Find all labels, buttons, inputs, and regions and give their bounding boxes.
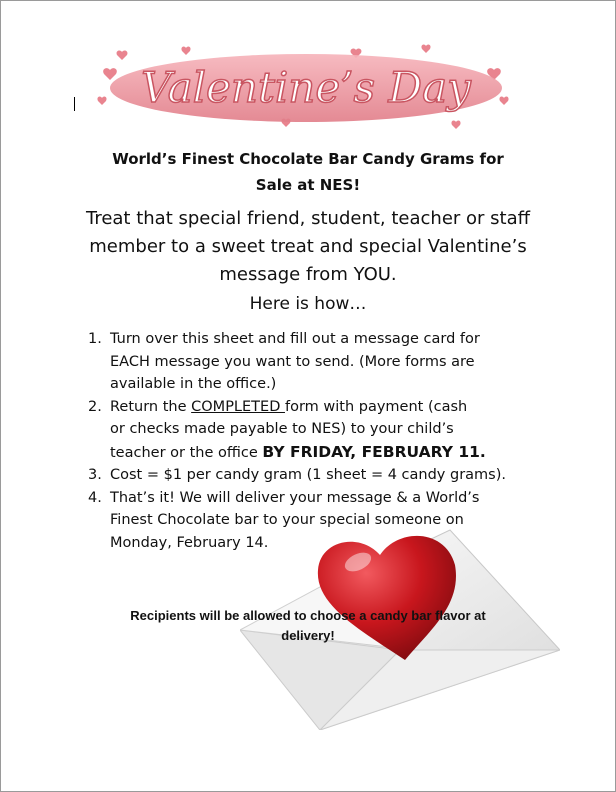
how-heading: Here is how… [249, 294, 367, 314]
step-text: EACH message you want to send. (More forms are [110, 353, 475, 370]
recipients-note [80, 606, 536, 646]
step-item [88, 328, 548, 396]
step-number: 4. [88, 489, 102, 506]
step-text: Finest Chocolate bar to your special someone on [110, 512, 464, 528]
text-cursor [74, 97, 75, 111]
step-number: 1. [88, 331, 102, 347]
step-item [88, 464, 548, 487]
step-text: Turn over this sheet and fill out a message card for [110, 331, 480, 347]
intro-paragraph [40, 205, 576, 289]
heading-line-1: World’s Finest Chocolate Bar Candy Grams for [112, 150, 504, 168]
valentines-day-banner [96, 40, 516, 130]
intro-line-3: message from YOU. [219, 264, 397, 285]
intro-line-2: member to a sweet treat and special Valentine’s [89, 236, 527, 257]
recipients-line-2: delivery! [281, 628, 335, 643]
page-heading [40, 146, 576, 198]
step-text [110, 441, 548, 465]
step-text: Monday, February 14. [110, 534, 269, 551]
step-text: That’s it! We will deliver your message & a World’s [110, 489, 480, 506]
steps-list [88, 328, 548, 554]
step-text: Cost = $1 per candy gram (1 sheet = 4 candy grams). [110, 467, 506, 483]
step-text: available in the office.) [110, 376, 277, 392]
banner-text: Valentine’s Day [141, 63, 471, 112]
step-text-part: Return the [110, 398, 192, 415]
step-number: 3. [88, 467, 102, 483]
deadline-bold: BY FRIDAY, FEBRUARY 11. [262, 442, 486, 461]
step-text-part: form with payment (cash [284, 398, 468, 415]
recipients-line-1: Recipients will be allowed to choose a candy bar flavor at [130, 608, 486, 623]
step-number: 2. [88, 398, 102, 415]
intro-line-1: Treat that special friend, student, teacher or staff [85, 208, 531, 229]
heading-line-2: Sale at NES! [255, 176, 361, 194]
step-text [110, 396, 548, 419]
completed-underlined: COMPLETED [191, 398, 285, 415]
step-text: or checks made payable to NES) to your child’s [110, 421, 454, 437]
step-item [88, 487, 548, 555]
step-text-part: teacher or the office [110, 444, 263, 461]
step-item [88, 396, 548, 465]
